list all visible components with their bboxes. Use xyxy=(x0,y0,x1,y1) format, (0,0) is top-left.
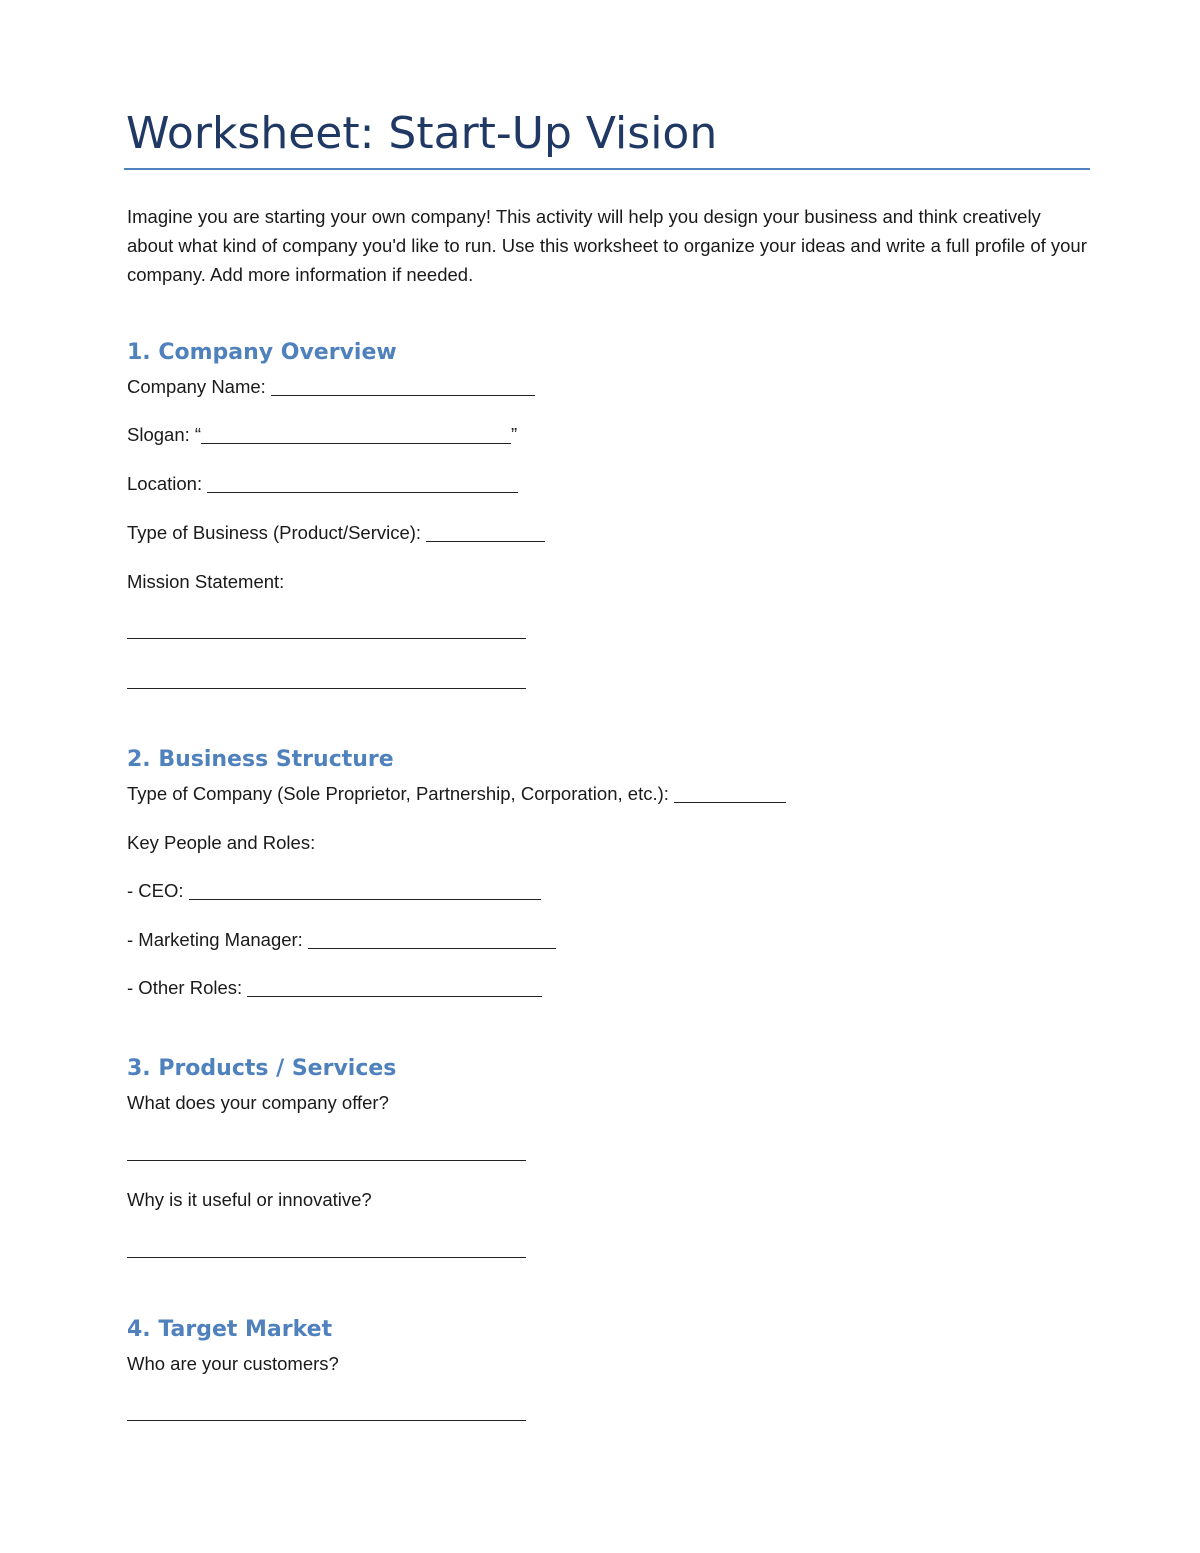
location-blank[interactable] xyxy=(207,474,518,493)
field-key-people xyxy=(127,830,315,856)
customers-label: Who are your customers? xyxy=(127,1353,339,1374)
marketing-manager-label: - Marketing Manager: xyxy=(127,929,303,950)
field-marketing-manager xyxy=(127,927,556,953)
field-location xyxy=(127,471,518,497)
company-name-label: Company Name: xyxy=(127,376,266,397)
field-offer xyxy=(127,1090,389,1116)
customers-answer-line[interactable] xyxy=(127,1420,526,1421)
mission-statement-label: Mission Statement: xyxy=(127,571,285,592)
page-title: Worksheet: Start-Up Vision xyxy=(126,108,718,159)
ceo-blank[interactable] xyxy=(189,881,541,900)
useful-label: Why is it useful or innovative? xyxy=(127,1189,372,1210)
intro-paragraph: Imagine you are starting your own company! This activity will help you design your business and think creatively about what kind of company you'd like to run. Use this worksheet to organize your ideas and write a full profile of your company. Add more information if needed. xyxy=(127,206,1087,285)
field-company-name xyxy=(127,374,535,400)
section-heading-products-services: 3. Products / Services xyxy=(127,1056,397,1081)
field-useful xyxy=(127,1187,372,1213)
company-type-blank[interactable] xyxy=(674,784,786,803)
offer-answer-line[interactable] xyxy=(127,1160,526,1161)
mission-answer-line-2[interactable] xyxy=(127,688,526,689)
field-customers xyxy=(127,1351,339,1377)
title-divider xyxy=(124,168,1090,170)
company-type-label: Type of Company (Sole Proprietor, Partnership, Corporation, etc.): xyxy=(127,783,669,804)
other-roles-label: - Other Roles: xyxy=(127,977,243,998)
field-company-type xyxy=(127,781,786,807)
business-type-label: Type of Business (Product/Service): xyxy=(127,522,422,543)
field-business-type xyxy=(127,520,545,546)
ceo-label: - CEO: xyxy=(127,880,184,901)
slogan-blank[interactable] xyxy=(201,425,511,444)
useful-answer-line[interactable] xyxy=(127,1257,526,1258)
mission-answer-line-1[interactable] xyxy=(127,638,526,639)
other-roles-blank[interactable] xyxy=(247,978,542,997)
company-name-blank[interactable] xyxy=(271,377,535,396)
field-ceo xyxy=(127,878,541,904)
offer-label: What does your company offer? xyxy=(127,1092,389,1113)
slogan-close-quote: ” xyxy=(511,424,518,445)
field-mission-statement xyxy=(127,569,284,595)
section-heading-target-market: 4. Target Market xyxy=(127,1317,333,1342)
location-label: Location: xyxy=(127,473,203,494)
section-heading-business-structure: 2. Business Structure xyxy=(127,747,394,772)
business-type-blank[interactable] xyxy=(426,523,545,542)
key-people-label: Key People and Roles: xyxy=(127,832,316,853)
section-heading-company-overview: 1. Company Overview xyxy=(127,340,397,365)
slogan-label: Slogan: “ xyxy=(127,424,202,445)
field-other-roles xyxy=(127,975,542,1001)
field-slogan xyxy=(127,422,517,448)
marketing-manager-blank[interactable] xyxy=(308,930,556,949)
